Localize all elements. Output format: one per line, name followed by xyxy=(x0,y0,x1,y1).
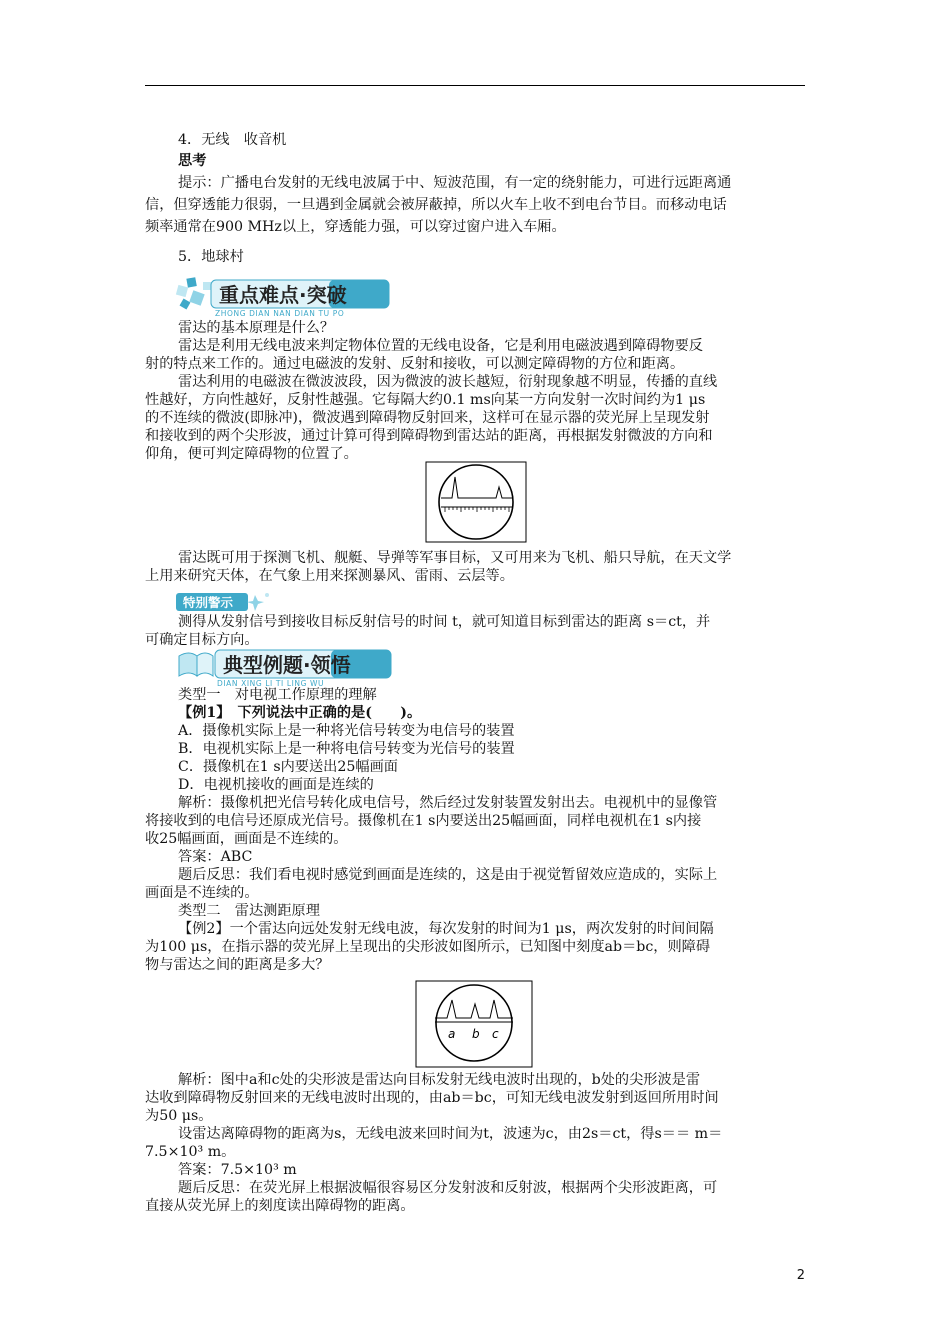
hint-line-3: 频率通常在900 MHz以上，穿透能力强，可以穿过窗户进入车厢。 xyxy=(145,219,566,235)
reflection2-line1: 题后反思：在荧光屏上根据波幅很容易区分发射波和反射波，根据两个尖形波距离，可 xyxy=(178,1180,718,1196)
label-c: c xyxy=(492,1027,499,1041)
radar-question: 雷达的基本原理是什么？ xyxy=(178,320,335,336)
radar-use-line2: 上用来研究天体，在气象上用来探测暴风、雷雨、云层等。 xyxy=(145,568,514,584)
label-b: b xyxy=(472,1027,480,1041)
type2-heading: 类型二 雷达测距原理 xyxy=(178,903,320,919)
analysis1-line2: 将接收到的电信号还原成光信号。摄像机在1 s内要送出25幅画面，同样电视机在1 s内接 xyxy=(145,813,702,829)
banner-pinyin: ZHONG DIAN NAN DIAN TU PO xyxy=(215,309,345,318)
radar-screen-figure-2 xyxy=(415,980,533,1068)
radar-para2-line3: 的不连续的微波(即脉冲)，微波遇到障碍物反射回来，这样可在显示器的荧光屏上呈现发射 xyxy=(145,410,710,426)
calc-line1: 设雷达离障碍物的距离为s，无线电波来回时间为t，波速为c，由2s＝ct，得s＝＝ m＝ xyxy=(178,1126,723,1142)
analysis2-line3: 为50 μs。 xyxy=(145,1108,213,1124)
note-line1: 测得从发射信号到接收目标反射信号的时间 t，就可知道目标到雷达的距离 s＝ct，并 xyxy=(178,614,711,630)
example2-line1: 【例2】一个雷达向远处发射无线电波，每次发射的时间为1 μs，两次发射的时间间隔 xyxy=(178,921,714,937)
option-a: A．摄像机实际上是一种将光信号转变为电信号的装置 xyxy=(178,723,515,739)
analysis2-line1: 解析：图中a和c处的尖形波是雷达向目标发射无线电波时出现的，b处的尖形波是雷 xyxy=(178,1072,701,1088)
example2-line3: 物与雷达之间的距离是多大？ xyxy=(145,957,330,973)
section-4-heading: 4．无线 收音机 xyxy=(178,132,287,148)
option-b: B．电视机实际上是一种将电信号转变为光信号的装置 xyxy=(178,741,515,757)
page-number: 2 xyxy=(796,1268,805,1283)
hint-line-2: 信，但穿透能力很弱，一旦遇到金属就会被屏蔽掉，所以火车上收不到电台节目。而移动电话 xyxy=(145,197,727,213)
answer1: 答案：ABC xyxy=(178,849,253,865)
analysis1-line1: 解析：摄像机把光信号转化成电信号，然后经过发射装置发射出去。电视机中的显像管 xyxy=(178,795,718,811)
examples-banner xyxy=(175,644,395,688)
calc-line2: 7.5×10³ m。 xyxy=(145,1144,236,1160)
reflection2-line2: 直接从荧光屏上的刻度读出障碍物的距离。 xyxy=(145,1198,415,1214)
think-heading: 思考 xyxy=(178,153,207,169)
example1-question: 【例1】 下列说法中正确的是( )。 xyxy=(178,705,422,721)
banner-title: 重点难点·突破 xyxy=(219,283,347,307)
examples-title: 典型例题·领悟 xyxy=(223,653,351,677)
radar-para2-line4: 和接收到的两个尖形波，通过计算可得到障碍物到雷达站的距离，再根据发射微波的方向和 xyxy=(145,428,713,444)
radar-para1-line1: 雷达是利用无线电波来判定物体位置的无线电设备，它是利用电磁波遇到障碍物要反 xyxy=(178,338,703,354)
radar-para2-line1: 雷达利用的电磁波在微波波段，因为微波的波长越短，衍射现象越不明显，传播的直线 xyxy=(178,374,718,390)
label-a: a xyxy=(448,1027,456,1041)
examples-pinyin: DIAN XING LI TI LING WU xyxy=(217,679,325,688)
reflection1-line2: 画面是不连续的。 xyxy=(145,885,259,901)
radar-screen-figure-1 xyxy=(425,461,527,543)
special-note-banner xyxy=(175,589,275,615)
special-note-title: 特别警示 xyxy=(183,595,234,610)
option-d: D．电视机接收的画面是连续的 xyxy=(178,777,374,793)
sparkle-icon xyxy=(247,593,269,611)
radar-para2-line5: 仰角，便可判定障碍物的位置了。 xyxy=(145,446,358,462)
answer2: 答案：7.5×10³ m xyxy=(178,1162,297,1178)
radar-use-line1: 雷达既可用于探测飞机、舰艇、导弹等军事目标，又可用来为飞机、船只导航，在天文学 xyxy=(178,550,732,566)
section-5-heading: 5．地球村 xyxy=(178,249,244,265)
analysis2-line2: 达收到障碍物反射回来的无线电波时出现的，由ab＝bc，可知无线电波发射到返回所用时间 xyxy=(145,1090,719,1106)
key-points-banner xyxy=(175,274,395,318)
radar-para1-line2: 射的特点来工作的。通过电磁波的发射、反射和接收，可以测定障碍物的方位和距离。 xyxy=(145,356,685,372)
radar-para2-line2: 性越好，方向性越好，反射性越强。它每隔大约0.1 ms向某一方向发射一次时间约为1 μs xyxy=(145,392,706,408)
reflection1-line1: 题后反思：我们看电视时感觉到画面是连续的，这是由于视觉暂留效应造成的，实际上 xyxy=(178,867,718,883)
book-icon xyxy=(179,653,213,676)
option-c: C．摄像机在1 s内要送出25幅画面 xyxy=(178,759,398,775)
example2-line2: 为100 μs，在指示器的荧光屏上呈现出的尖形波如图所示，已知图中刻度ab＝bc，则障碍 xyxy=(145,939,711,955)
banner-decoration-icon xyxy=(176,277,211,309)
type1-heading: 类型一 对电视工作原理的理解 xyxy=(178,687,377,703)
header-rule xyxy=(145,85,805,86)
note-line2: 可确定目标方向。 xyxy=(145,632,259,648)
hint-line-1: 提示：广播电台发射的无线电波属于中、短波范围，有一定的绕射能力，可进行远距离通 xyxy=(178,175,732,191)
analysis1-line3: 收25幅画面，画面是不连续的。 xyxy=(145,831,348,847)
